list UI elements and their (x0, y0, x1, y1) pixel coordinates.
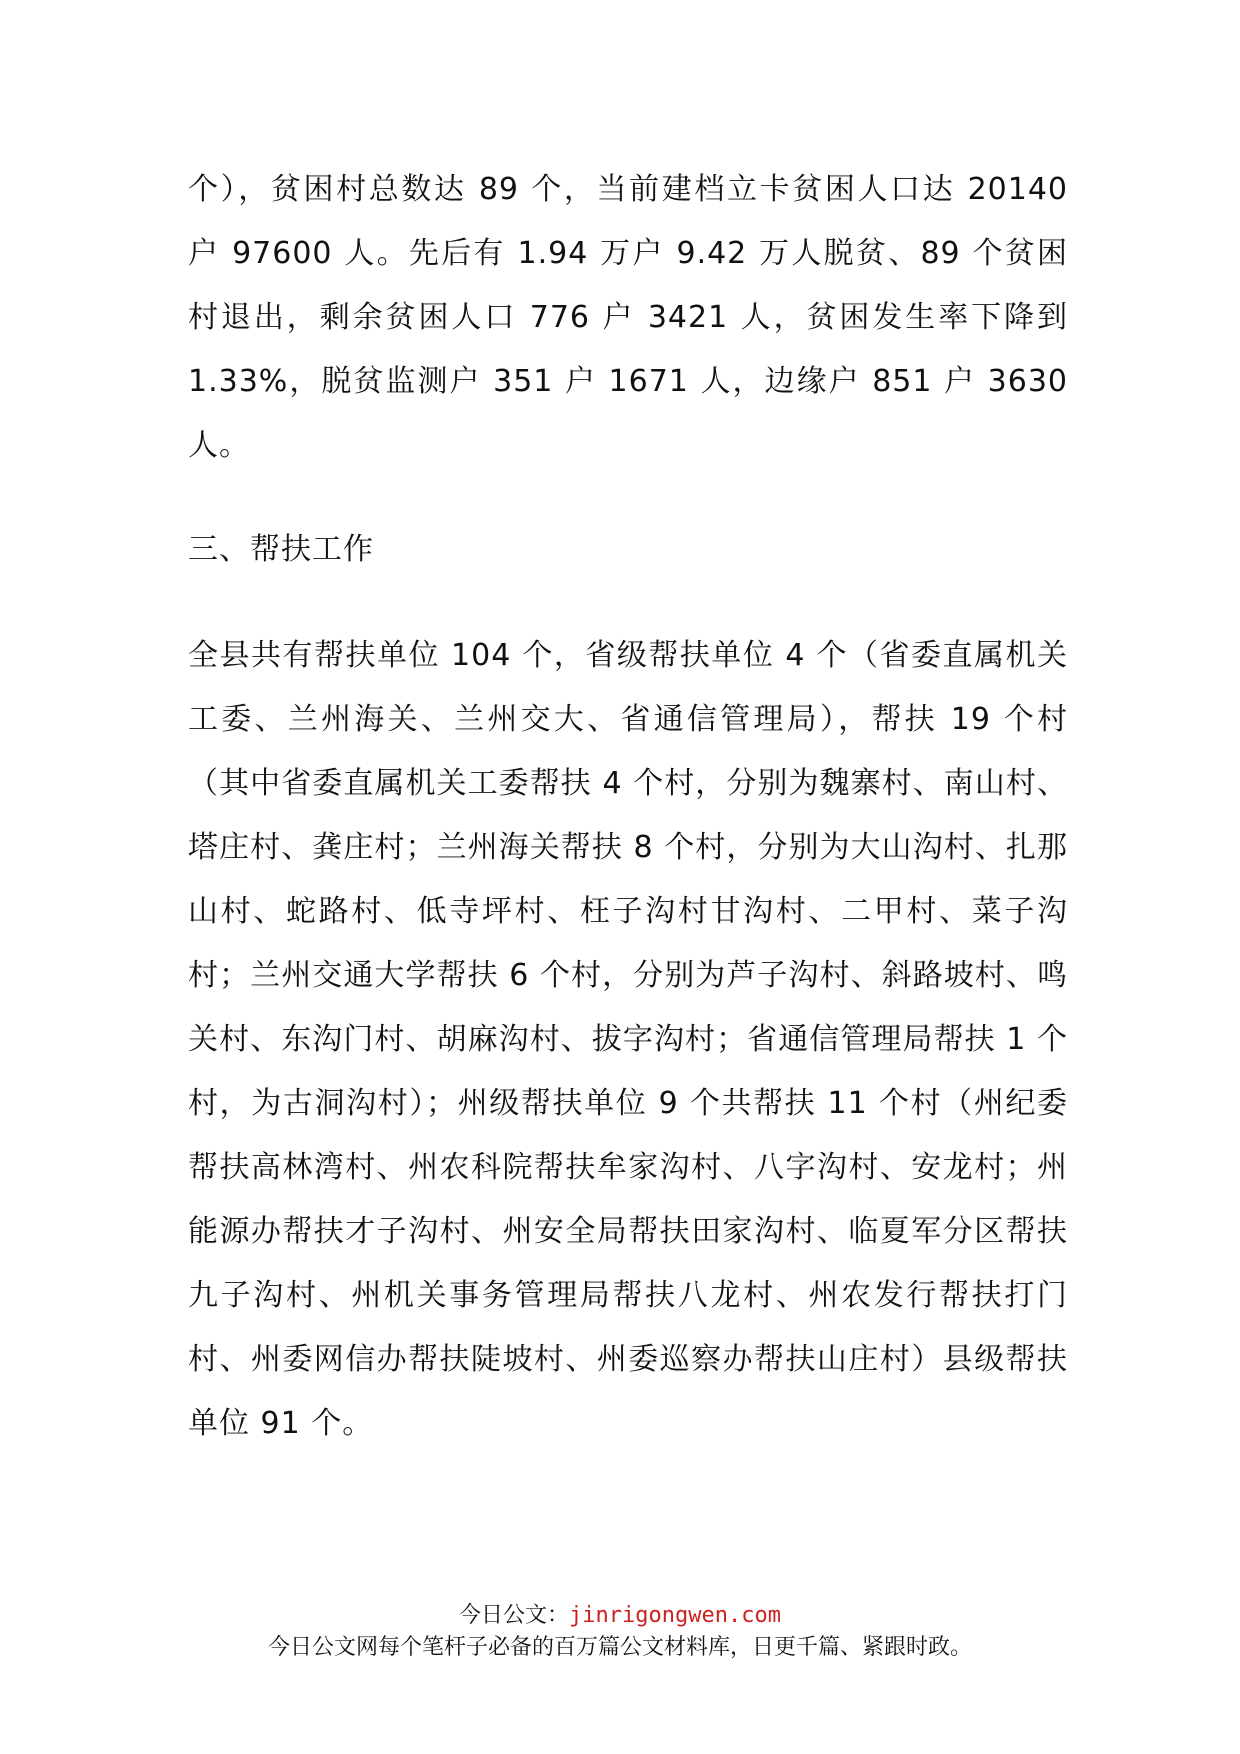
paragraph-poverty-stats: 个），贫困村总数达 89 个，当前建档立卡贫困人口达 20140 户 97600 人。先后有 1.94 万户 9.42 万人脱贫、89 个贫困村退出，剩余贫困人口 776 户 3421 人，贫困发生率下降到 1.33%，脱贫监测户 351 户 1671 人，边缘户 851 户 3630 人。 (188, 172, 1068, 463)
document-body (188, 158, 1068, 1456)
section-heading-assistance-work: 三、帮扶工作 (188, 532, 374, 567)
footer-site-url[interactable]: jinrigongwen.com (569, 1603, 781, 1628)
page-footer (0, 1600, 1240, 1664)
paragraph-assistance-units: 全县共有帮扶单位 104 个，省级帮扶单位 4 个（省委直属机关工委、兰州海关、兰州交大、省通信管理局），帮扶 19 个村（其中省委直属机关工委帮扶 4 个村，分别为魏寨村、南山村、塔庄村、龚庄村；兰州海关帮扶 8 个村，分别为大山沟村、扎那山村、蛇路村、低寺坪村、枉子沟村甘沟村、二甲村、菜子沟村；兰州交通大学帮扶 6 个村，分别为芦子沟村、斜路坡村、鸣关村、东沟门村、胡麻沟村、拔字沟村；省通信管理局帮扶 1 个村，为古洞沟村）；州级帮扶单位 9 个共帮扶 11 个村（州纪委帮扶高林湾村、州农科院帮扶牟家沟村、八字沟村、安龙村；州能源办帮扶才子沟村、州安全局帮扶田家沟村、临夏军分区帮扶九子沟村、州机关事务管理局帮扶八龙村、州农发行帮扶打门村、州委网信办帮扶陡坡村、州委巡察办帮扶山庄村）县级帮扶单位 91 个。 (188, 638, 1068, 1441)
footer-slogan: 今日公文网每个笔杆子必备的百万篇公文材料库，日更千篇、紧跟时政。 (267, 1635, 972, 1660)
footer-site-line (0, 1600, 1240, 1632)
footer-site-label: 今日公文： (459, 1603, 570, 1628)
